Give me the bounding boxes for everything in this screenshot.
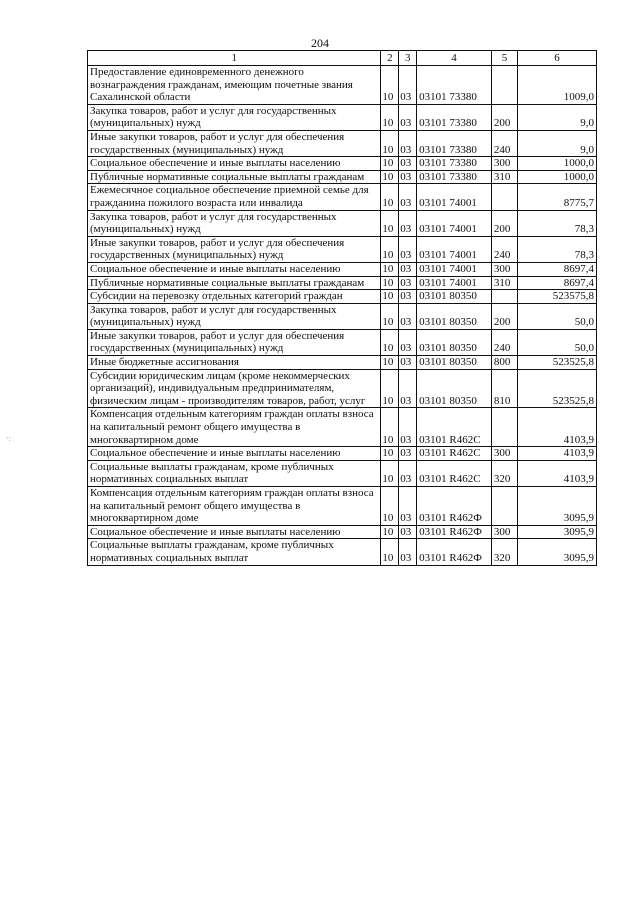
row-expense-type: 200	[491, 210, 517, 236]
row-expense-type: 300	[491, 447, 517, 461]
row-amount: 78,3	[518, 236, 597, 262]
row-subsection: 03	[399, 130, 417, 156]
row-target-code: 03101 R462Ф	[417, 487, 492, 526]
row-name: Публичные нормативные социальные выплаты гражданам	[88, 276, 381, 290]
row-subsection: 03	[399, 525, 417, 539]
row-expense-type: 310	[491, 276, 517, 290]
row-name: Социальные выплаты гражданам, кроме публичных нормативных социальных выплат	[88, 460, 381, 486]
row-amount: 8775,7	[518, 184, 597, 210]
row-target-code: 03101 R462Ф	[417, 539, 492, 565]
row-expense-type	[491, 408, 517, 447]
table-row	[88, 290, 597, 304]
row-name: Социальное обеспечение и иные выплаты населению	[88, 525, 381, 539]
row-name: Социальное обеспечение и иные выплаты населению	[88, 447, 381, 461]
row-section: 10	[381, 487, 399, 526]
row-subsection: 03	[399, 356, 417, 370]
row-subsection: 03	[399, 447, 417, 461]
table-row	[88, 262, 597, 276]
row-amount: 9,0	[518, 104, 597, 130]
row-expense-type: 240	[491, 130, 517, 156]
table-row	[88, 66, 597, 105]
header-col-4: 4	[417, 51, 492, 66]
row-section: 10	[381, 460, 399, 486]
row-subsection: 03	[399, 487, 417, 526]
row-target-code: 03101 73380	[417, 170, 492, 184]
header-col-5: 5	[491, 51, 517, 66]
row-subsection: 03	[399, 303, 417, 329]
row-amount: 4103,9	[518, 460, 597, 486]
row-target-code: 03101 73380	[417, 66, 492, 105]
row-expense-type: 240	[491, 236, 517, 262]
row-section: 10	[381, 66, 399, 105]
row-expense-type	[491, 66, 517, 105]
table-row	[88, 303, 597, 329]
row-target-code: 03101 80350	[417, 369, 492, 408]
row-section: 10	[381, 447, 399, 461]
header-col-3: 3	[399, 51, 417, 66]
table-row	[88, 210, 597, 236]
row-amount: 1009,0	[518, 66, 597, 105]
row-target-code: 03101 73380	[417, 104, 492, 130]
row-amount: 3095,9	[518, 525, 597, 539]
page-number: 204	[311, 36, 329, 50]
row-target-code: 03101 80350	[417, 290, 492, 304]
row-subsection: 03	[399, 460, 417, 486]
row-target-code: 03101 R462C	[417, 408, 492, 447]
table-row	[88, 525, 597, 539]
row-name: Закупка товаров, работ и услуг для государственных (муниципальных) нужд	[88, 104, 381, 130]
row-subsection: 03	[399, 408, 417, 447]
row-name: Предоставление единовременного денежного вознаграждения гражданам, имеющим почетные звания Сахалинской области	[88, 66, 381, 105]
row-amount: 3095,9	[518, 487, 597, 526]
row-expense-type: 300	[491, 525, 517, 539]
row-expense-type: 810	[491, 369, 517, 408]
row-section: 10	[381, 303, 399, 329]
row-expense-type: 320	[491, 460, 517, 486]
row-expense-type: 300	[491, 157, 517, 171]
row-section: 10	[381, 539, 399, 565]
row-target-code: 03101 80350	[417, 303, 492, 329]
row-section: 10	[381, 525, 399, 539]
row-section: 10	[381, 210, 399, 236]
margin-mark: ·:	[6, 434, 11, 443]
row-amount: 1000,0	[518, 170, 597, 184]
row-amount: 4103,9	[518, 447, 597, 461]
row-expense-type: 310	[491, 170, 517, 184]
table-row	[88, 408, 597, 447]
row-section: 10	[381, 329, 399, 355]
row-amount: 50,0	[518, 303, 597, 329]
row-section: 10	[381, 369, 399, 408]
table-row	[88, 276, 597, 290]
row-section: 10	[381, 104, 399, 130]
row-target-code: 03101 R462C	[417, 447, 492, 461]
row-section: 10	[381, 356, 399, 370]
table-row	[88, 170, 597, 184]
row-name: Закупка товаров, работ и услуг для государственных (муниципальных) нужд	[88, 210, 381, 236]
row-subsection: 03	[399, 210, 417, 236]
row-amount: 8697,4	[518, 276, 597, 290]
row-target-code: 03101 74001	[417, 262, 492, 276]
row-subsection: 03	[399, 184, 417, 210]
row-amount: 4103,9	[518, 408, 597, 447]
row-section: 10	[381, 236, 399, 262]
header-col-1: 1	[88, 51, 381, 66]
row-expense-type: 300	[491, 262, 517, 276]
row-section: 10	[381, 157, 399, 171]
row-expense-type: 200	[491, 303, 517, 329]
table-row	[88, 447, 597, 461]
row-subsection: 03	[399, 66, 417, 105]
row-name: Иные закупки товаров, работ и услуг для обеспечения государственных (муниципальных) нужд	[88, 236, 381, 262]
row-target-code: 03101 73380	[417, 130, 492, 156]
row-target-code: 03101 R462C	[417, 460, 492, 486]
row-amount: 3095,9	[518, 539, 597, 565]
table-row	[88, 539, 597, 565]
row-target-code: 03101 80350	[417, 329, 492, 355]
header-col-2: 2	[381, 51, 399, 66]
table-row	[88, 369, 597, 408]
row-subsection: 03	[399, 539, 417, 565]
table-row	[88, 157, 597, 171]
row-name: Публичные нормативные социальные выплаты гражданам	[88, 170, 381, 184]
row-target-code: 03101 R462Ф	[417, 525, 492, 539]
table-row	[88, 184, 597, 210]
budget-table	[87, 50, 597, 566]
table-row	[88, 236, 597, 262]
row-expense-type: 200	[491, 104, 517, 130]
row-expense-type	[491, 487, 517, 526]
row-target-code: 03101 73380	[417, 157, 492, 171]
row-target-code: 03101 74001	[417, 210, 492, 236]
row-section: 10	[381, 184, 399, 210]
row-amount: 78,3	[518, 210, 597, 236]
row-target-code: 03101 74001	[417, 236, 492, 262]
row-amount: 523525,8	[518, 356, 597, 370]
row-amount: 8697,4	[518, 262, 597, 276]
row-expense-type: 240	[491, 329, 517, 355]
row-name: Социальное обеспечение и иные выплаты населению	[88, 157, 381, 171]
row-section: 10	[381, 276, 399, 290]
row-target-code: 03101 74001	[417, 184, 492, 210]
row-subsection: 03	[399, 329, 417, 355]
row-amount: 50,0	[518, 329, 597, 355]
row-amount: 523575,8	[518, 290, 597, 304]
row-target-code: 03101 74001	[417, 276, 492, 290]
row-name: Ежемесячное социальное обеспечение приемной семье для гражданина пожилого возраста или инвалида	[88, 184, 381, 210]
row-section: 10	[381, 290, 399, 304]
row-subsection: 03	[399, 262, 417, 276]
row-name: Закупка товаров, работ и услуг для государственных (муниципальных) нужд	[88, 303, 381, 329]
row-subsection: 03	[399, 170, 417, 184]
row-subsection: 03	[399, 290, 417, 304]
row-name: Иные закупки товаров, работ и услуг для обеспечения государственных (муниципальных) нужд	[88, 329, 381, 355]
row-name: Субсидии юридическим лицам (кроме некоммерческих организаций), индивидуальным предпринимателям, физическим лицам - производителям товаров, работ, услуг	[88, 369, 381, 408]
row-name: Компенсация отдельным категориям граждан оплаты взноса на капитальный ремонт общего имущества в многоквартирном доме	[88, 487, 381, 526]
row-name: Компенсация отдельным категориям граждан оплаты взноса на капитальный ремонт общего имущества в многоквартирном доме	[88, 408, 381, 447]
table-row	[88, 487, 597, 526]
table-row	[88, 356, 597, 370]
row-expense-type	[491, 290, 517, 304]
row-amount: 9,0	[518, 130, 597, 156]
table-row	[88, 460, 597, 486]
row-amount: 523525,8	[518, 369, 597, 408]
row-section: 10	[381, 170, 399, 184]
row-expense-type: 320	[491, 539, 517, 565]
table-row	[88, 130, 597, 156]
row-name: Социальное обеспечение и иные выплаты населению	[88, 262, 381, 276]
row-expense-type: 800	[491, 356, 517, 370]
row-section: 10	[381, 408, 399, 447]
row-name: Субсидии на перевозку отдельных категорий граждан	[88, 290, 381, 304]
row-name: Социальные выплаты гражданам, кроме публичных нормативных социальных выплат	[88, 539, 381, 565]
row-subsection: 03	[399, 236, 417, 262]
row-name: Иные закупки товаров, работ и услуг для обеспечения государственных (муниципальных) нужд	[88, 130, 381, 156]
table-row	[88, 329, 597, 355]
row-subsection: 03	[399, 369, 417, 408]
row-subsection: 03	[399, 157, 417, 171]
row-amount: 1000,0	[518, 157, 597, 171]
header-col-6: 6	[518, 51, 597, 66]
row-section: 10	[381, 262, 399, 276]
table-header-row	[88, 51, 597, 66]
row-target-code: 03101 80350	[417, 356, 492, 370]
row-subsection: 03	[399, 104, 417, 130]
row-expense-type	[491, 184, 517, 210]
row-section: 10	[381, 130, 399, 156]
row-subsection: 03	[399, 276, 417, 290]
table-row	[88, 104, 597, 130]
row-name: Иные бюджетные ассигнования	[88, 356, 381, 370]
